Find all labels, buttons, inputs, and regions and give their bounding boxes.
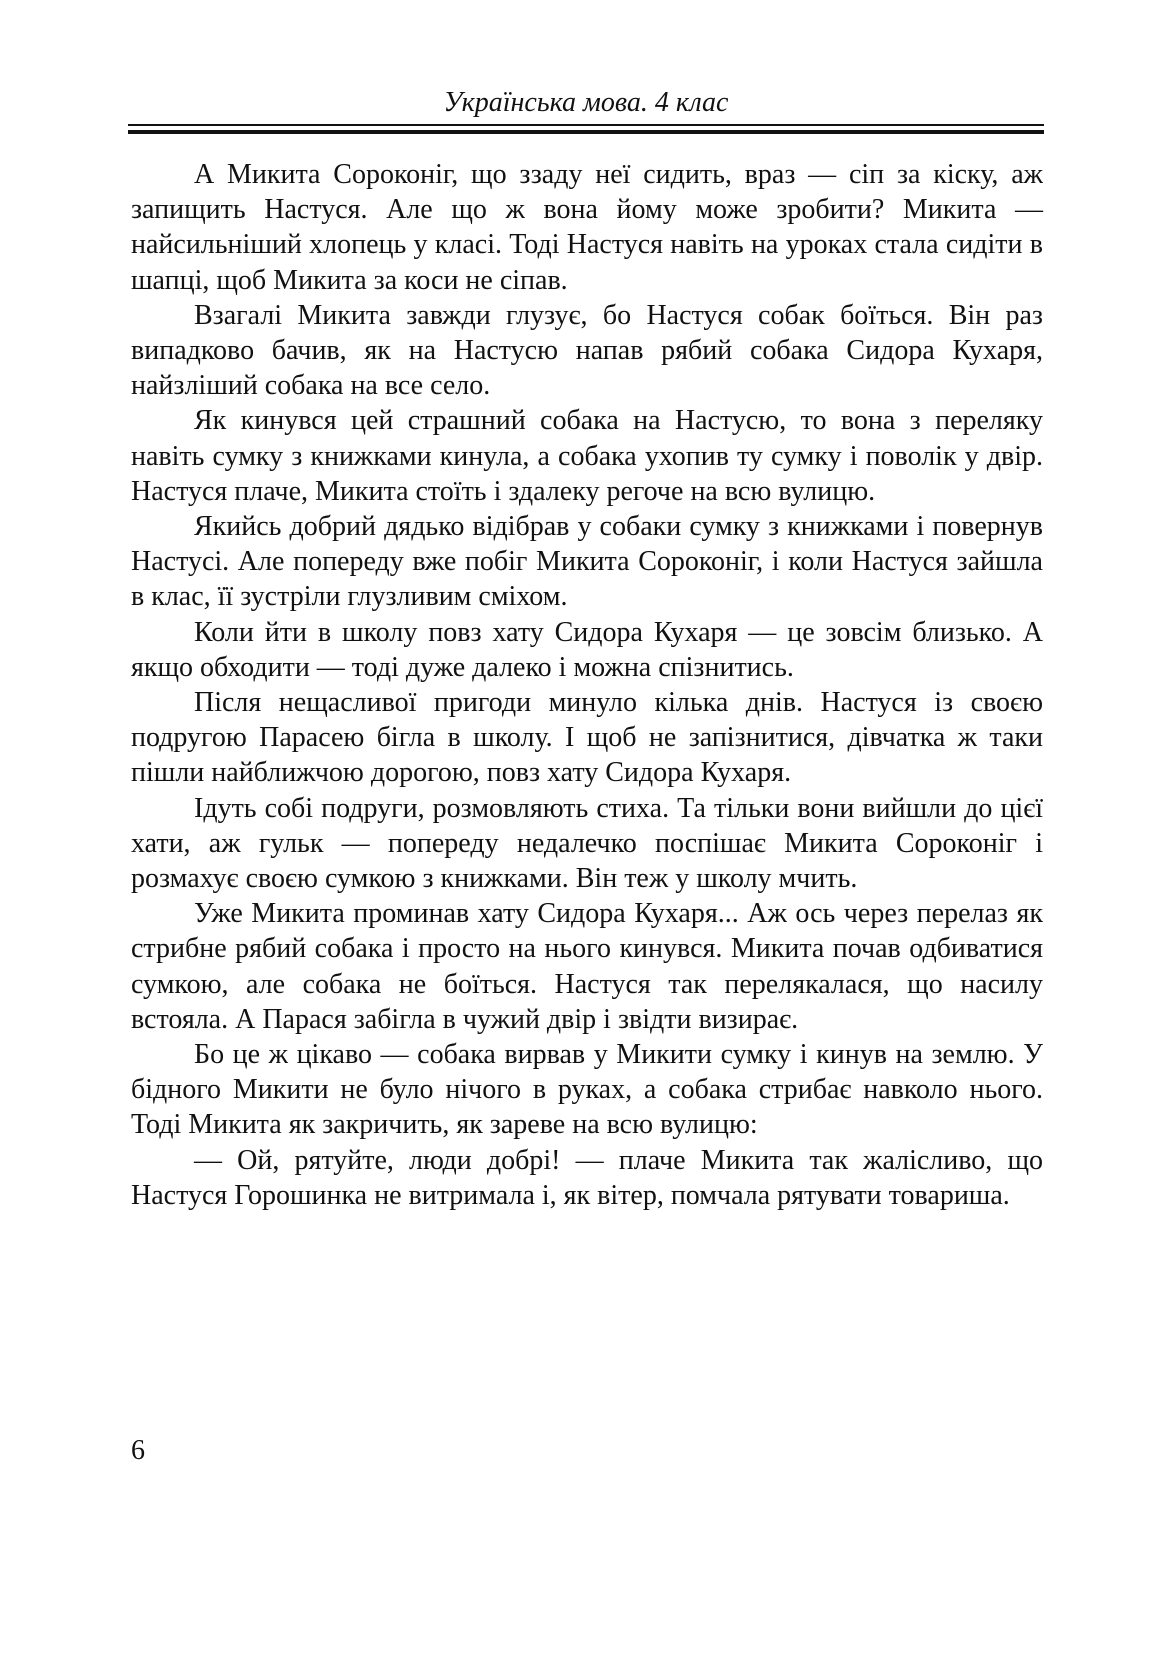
paragraph: Як кинувся цей страшний собака на Настусю, то вона з переляку навіть сумку з книжками кинула, а собака ухопив ту сумку і поволік у двір. Настуся плаче, Микита стоїть і здалеку регоче на всю вулицю. xyxy=(131,405,1043,507)
paragraph: Взагалі Микита завжди глузує, бо Настуся собак боїться. Він раз випадково бачив, як на Настусю напав рябий собака Сидора Кухаря, найзліший собака на все село. xyxy=(131,299,1043,402)
page-number: 6 xyxy=(131,1435,145,1466)
header-rule-thin xyxy=(128,124,1044,126)
paragraph: Якийсь добрий дядько відібрав у собаки сумку з книжками і повернув Настусі. Але попереду вже побіг Микита Сороконіг, і коли Настуся зайшла в клас, її зустріли глузливим сміхом. xyxy=(131,511,1043,613)
paragraph: А Микита Сороконіг, що ззаду неї сидить, враз — сіп за кіску, аж запищить Настуся. Але що ж вона йому може зробити? Микита — найсильніший хлопець у класі. Тоді Настуся навіть на уроках стала сидіти в шапці, щоб Микита за коси не сіпав. xyxy=(131,159,1043,296)
paragraph: Бо це ж цікаво — собака вирвав у Микити сумку і кинув на землю. У бідного Микити не було нічого в руках, а собака стрибає навколо нього. Тоді Микита як закричить, як зареве на всю вулицю: xyxy=(131,1039,1043,1141)
header-rule-thick xyxy=(128,130,1044,134)
paragraph: Уже Микита проминав хату Сидора Кухаря... Аж ось через перелаз як стрибне рябий собака і просто на нього кинувся. Микита почав одбиватися сумкою, але собака не боїться. Настуся так перелякалася, що насилу встояла. А Парася забігла в чужий двір і звідти визирає. xyxy=(131,898,1043,1035)
paragraph: Коли йти в школу повз хату Сидора Кухаря — це зовсім близько. А якщо обходити — тоді дуже далеко і можна спізнитись. xyxy=(131,616,1043,683)
running-header: Українська мова. 4 клас xyxy=(443,87,729,118)
story-text xyxy=(131,157,1043,1213)
paragraph: Після нещасливої пригоди минуло кілька днів. Настуся із своєю подругою Парасею бігла в школу. І щоб не запізнитися, дівчатка ж таки пішли найближчою дорогою, повз хату Сидора Кухаря. xyxy=(131,687,1043,789)
paragraph: — Ой, рятуйте, люди добрі! — плаче Микита так жалісливо, що Настуся Горошинка не витримала і, як вітер, помчала рятувати товариша. xyxy=(131,1144,1043,1211)
paragraph: Ідуть собі подруги, розмовляють стиха. Та тільки вони вийшли до цієї хати, аж гульк — попереду недалечко поспішає Микита Сороконіг і розмахує своєю сумкою з книжками. Він теж у школу мчить. xyxy=(131,792,1043,895)
